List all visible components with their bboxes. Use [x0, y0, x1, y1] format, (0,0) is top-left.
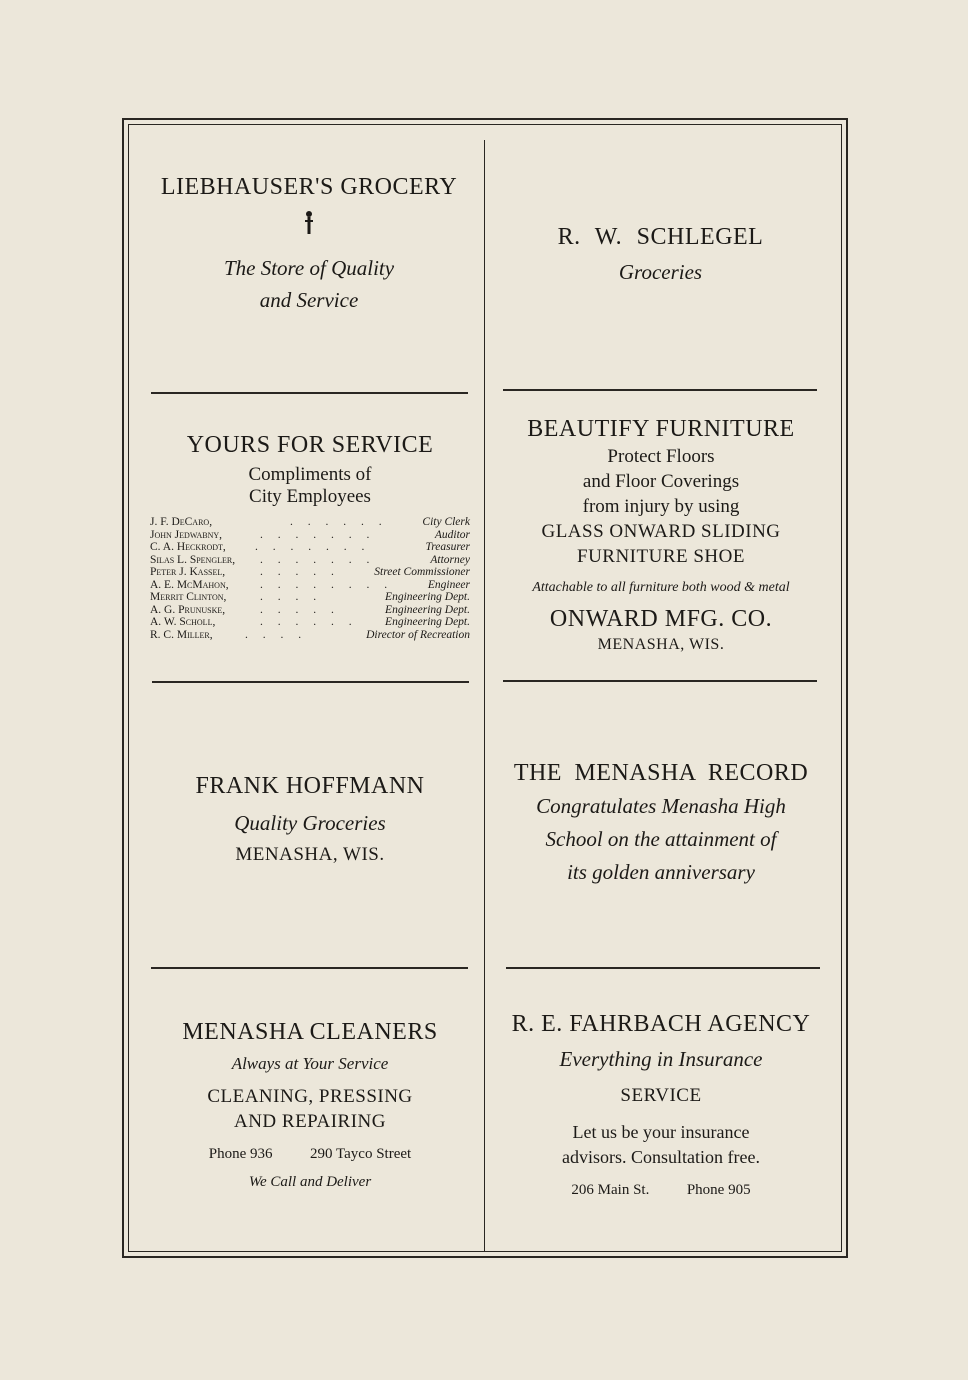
ad-title: R. W. SCHLEGEL [557, 224, 764, 250]
ad-title: YOURS FOR SERVICE [186, 432, 434, 458]
ad-title: R. E. FAHRBACH AGENCY [511, 1011, 811, 1037]
employee-list [150, 516, 470, 646]
ad-city: MENASHA, WIS. [235, 844, 385, 865]
employee-row [150, 604, 470, 617]
employee-name: A. E. McMahon, [150, 578, 229, 591]
employee-row [150, 629, 470, 642]
ad-line-3: its golden anniversary [567, 860, 755, 884]
ad-city: MENASHA, WIS. [597, 636, 725, 653]
ad-schlegel [498, 222, 823, 288]
employee-name: Silas L. Spengler, [150, 553, 236, 566]
employee-row [150, 616, 470, 629]
ad-address: 290 Tayco Street [310, 1146, 412, 1162]
ad-line-1: Let us be your insurance [572, 1122, 750, 1142]
employee-title: City Clerk [422, 516, 470, 528]
divider-left-2 [152, 681, 469, 683]
ad-title: THE MENASHA RECORD [513, 760, 809, 786]
divider-left-3 [151, 967, 468, 969]
ad-title: MENASHA CLEANERS [182, 1019, 438, 1045]
divider-right-3 [506, 967, 820, 969]
leader-dots: . . . . . [260, 566, 340, 578]
ad-menasha-cleaners [140, 1016, 480, 1192]
employee-title: Auditor [434, 528, 470, 541]
employee-title: Attorney [430, 553, 470, 566]
ad-line-2: School on the attainment of [545, 827, 777, 851]
ad-line-1: Congratulates Menasha High [536, 794, 786, 818]
employee-title: Director of Recreation [366, 628, 470, 641]
employee-row [150, 566, 470, 579]
divider-right-2 [503, 680, 817, 682]
employee-row [150, 516, 470, 529]
ad-tagline: Quality Groceries [234, 811, 386, 835]
ad-tagline-1: The Store of Quality [223, 256, 395, 280]
employee-title: Engineering Dept. [385, 591, 470, 603]
emblem-ornament [140, 202, 478, 246]
ad-onward-mfg [494, 414, 828, 655]
ad-note: Attachable to all furniture both wood & metal [532, 580, 790, 595]
ad-tagline: Everything in Insurance [559, 1047, 763, 1071]
ornament-icon [303, 210, 315, 236]
employee-name: R. C. Miller, [150, 628, 213, 641]
employee-name: J. F. DeCaro, [150, 516, 213, 528]
divider-right-1 [503, 389, 817, 391]
employee-name: Merrit Clinton, [150, 591, 227, 603]
employee-row [150, 554, 470, 567]
employee-title: Street Commissioner [374, 566, 470, 578]
leader-dots: . . . . . . [260, 616, 358, 628]
employee-row [150, 591, 470, 604]
ad-contact [494, 1170, 828, 1210]
ad-liebhauser-grocery [140, 172, 478, 316]
ad-city-employees [140, 430, 480, 508]
ad-tagline-2: and Service [259, 288, 359, 312]
employee-title: Engineering Dept. [385, 603, 470, 616]
ad-contact [140, 1136, 480, 1172]
ad-phone: Phone 905 [686, 1182, 751, 1198]
employee-name: Peter J. Kassel, [150, 566, 226, 578]
ad-title: LIEBHAUSER'S GROCERY [160, 174, 458, 200]
leader-dots: . . . . . [260, 603, 340, 616]
ad-line-3: from injury by using [582, 496, 740, 517]
ad-line-2: advisors. Consultation free. [562, 1147, 760, 1167]
ad-service: SERVICE [620, 1085, 702, 1106]
leader-dots: . . . . . . . [260, 553, 376, 566]
ad-product-1: GLASS ONWARD SLIDING [541, 521, 781, 542]
ad-line-2: City Employees [249, 486, 371, 507]
ad-company: ONWARD MFG. CO. [549, 606, 773, 632]
employee-title: Engineering Dept. [385, 616, 470, 628]
ad-line-1: Protect Floors [607, 446, 715, 467]
leader-dots: . . . . . . . [255, 541, 371, 553]
ad-product-2: FURNITURE SHOE [577, 546, 745, 567]
ad-menasha-record [494, 758, 828, 889]
leader-dots: . . . . . . . . [260, 578, 394, 591]
divider-left-1 [151, 392, 468, 394]
ad-title: FRANK HOFFMANN [195, 773, 425, 799]
leader-dots: . . . . . . [290, 516, 388, 528]
ad-address: 206 Main St. [571, 1182, 650, 1198]
employee-name: A. W. Scholl, [150, 616, 216, 628]
employee-name: John Jedwabny, [150, 528, 223, 541]
leader-dots: . . . . . . . [260, 528, 376, 541]
ad-line-2: AND REPAIRING [233, 1111, 386, 1132]
ad-fahrbach-agency [494, 1008, 828, 1210]
ad-line-1: Compliments of [248, 464, 372, 485]
ad-tagline: Always at Your Service [231, 1054, 389, 1073]
ad-tagline: Groceries [618, 260, 703, 284]
ad-line-2: and Floor Coverings [582, 471, 740, 492]
employee-title: Treasurer [425, 541, 470, 553]
ad-line-1: CLEANING, PRESSING [207, 1086, 413, 1107]
employee-row [150, 541, 470, 554]
column-divider [484, 140, 485, 1252]
ad-frank-hoffmann [140, 770, 480, 870]
employee-row [150, 579, 470, 592]
ad-footer: We Call and Deliver [248, 1174, 372, 1190]
leader-dots: . . . . [260, 591, 323, 603]
employee-name: A. G. Prunuske, [150, 603, 226, 616]
ad-phone: Phone 936 [208, 1146, 273, 1162]
employee-row [150, 529, 470, 542]
ad-title: BEAUTIFY FURNITURE [527, 416, 795, 442]
employee-title: Engineer [427, 578, 470, 591]
leader-dots: . . . . [245, 628, 308, 641]
employee-name: C. A. Heckrodt, [150, 541, 226, 553]
